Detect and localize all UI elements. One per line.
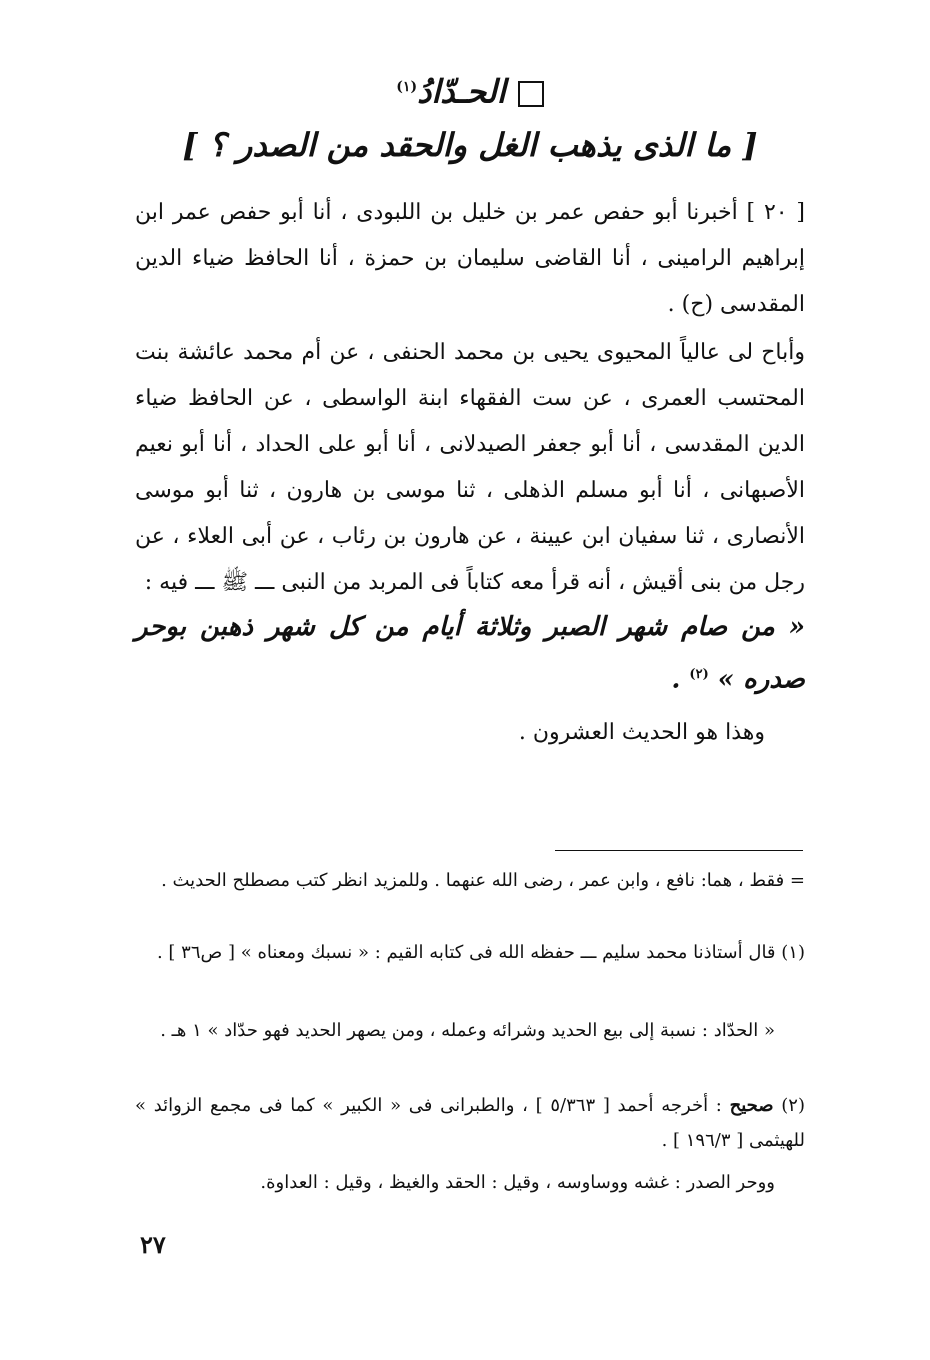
- hadith-text-body: « من صام شهر الصبر وثلاثة أيام من كل شهر ذهبن بوحر صدره »: [135, 612, 805, 695]
- footnote-1: [135, 935, 805, 970]
- footnote-divider: [555, 850, 803, 851]
- chapter-title-text: الحـدّادُ: [417, 72, 506, 111]
- page-number: ٢٧: [140, 1230, 166, 1259]
- closing-line: وهذا هو الحديث العشرون .: [518, 720, 765, 745]
- chapter-subtitle: [ ما الذى يذهب الغل والحقد من الصدر ؟ ]: [182, 126, 758, 164]
- footnote-2-text: : أخرجه أحمد [ ٥/٣٦٣ ] ، والطبرانى فى « الكبير » كما فى مجمع الزوائد » للهيثمى [ ١٩٦/٣ ] .: [135, 1095, 805, 1151]
- footnote-2-grade: صحيح: [729, 1095, 774, 1116]
- footnote-1-text: قال أستاذنا محمد سليم ـــ حفظه الله فى كتابه القيم : « نسبك ومعناه » [ ص٣٦ ] .: [156, 942, 776, 963]
- hadith-footnote-ref: (٢): [689, 667, 709, 682]
- isnad-paragraph-2: وأباح لى عالياً المحيوى يحيى بن محمد الحنفى ، عن أم محمد عائشة بنت المحتسب العمرى ، عن ست الفقهاء ابنة الواسطى ، عن الحافظ ضياء الدين المقدسى ، أنا أبو جعفر الصيدلانى ، أنا أبو على الحداد ، أنا أبو نعيم الأصبهانى ، أنا أبو مسلم الذهلى ، ثنا موسى بن هارون ، ثنا أبو موسى الأنصارى ، ثنا سفيان ابن عيينة ، عن هارون بن رئاب ، عن أبى العلاء ، عن رجل من بنى أقيش ، أنه قرأ معه كتاباً فى المربد من النبى ـــ ﷺ ـــ فيه :: [135, 340, 805, 595]
- footnote-2-marker: (٢): [781, 1095, 805, 1116]
- footnote-2: [135, 1088, 805, 1158]
- footnote-1-marker: (١): [781, 942, 805, 963]
- footnote-continuation: = فقط ، هما: نافع ، وابن عمر ، رضى الله عنهما . وللمزيد انظر كتب مصطلح الحديث .: [161, 870, 805, 891]
- isnad-paragraph-1: [ ٢٠ ] أخبرنا أبو حفص عمر بن خليل بن اللبودى ، أنا أبو حفص عمر ابن إبراهيم الرامينى ، أنا القاضى سليمان بن حمزة ، أنا الحافظ ضياء الدين المقدسى (ح) .: [135, 200, 806, 317]
- chapter-title-footnote-ref: (١): [396, 79, 418, 95]
- footnote-2-extra: ووحر الصدر : غشه ووساوسه ، وقيل : الحقد والغيظ ، وقيل : العداوة.: [260, 1172, 775, 1193]
- hadith-text: « من صام شهر الصبر وثلاثة أيام من كل شهر ذهبن بوحر صدره » $^{(٢)}$ .: [135, 612, 805, 695]
- square-bullet-icon: [518, 81, 544, 107]
- chapter-title: [140, 62, 800, 117]
- footnote-1-quote: « الحدّاد : نسبة إلى بيع الحديد وشرائه وعمله ، ومن يصهر الحديد فهو حدّاد » ١ هـ .: [160, 1020, 775, 1041]
